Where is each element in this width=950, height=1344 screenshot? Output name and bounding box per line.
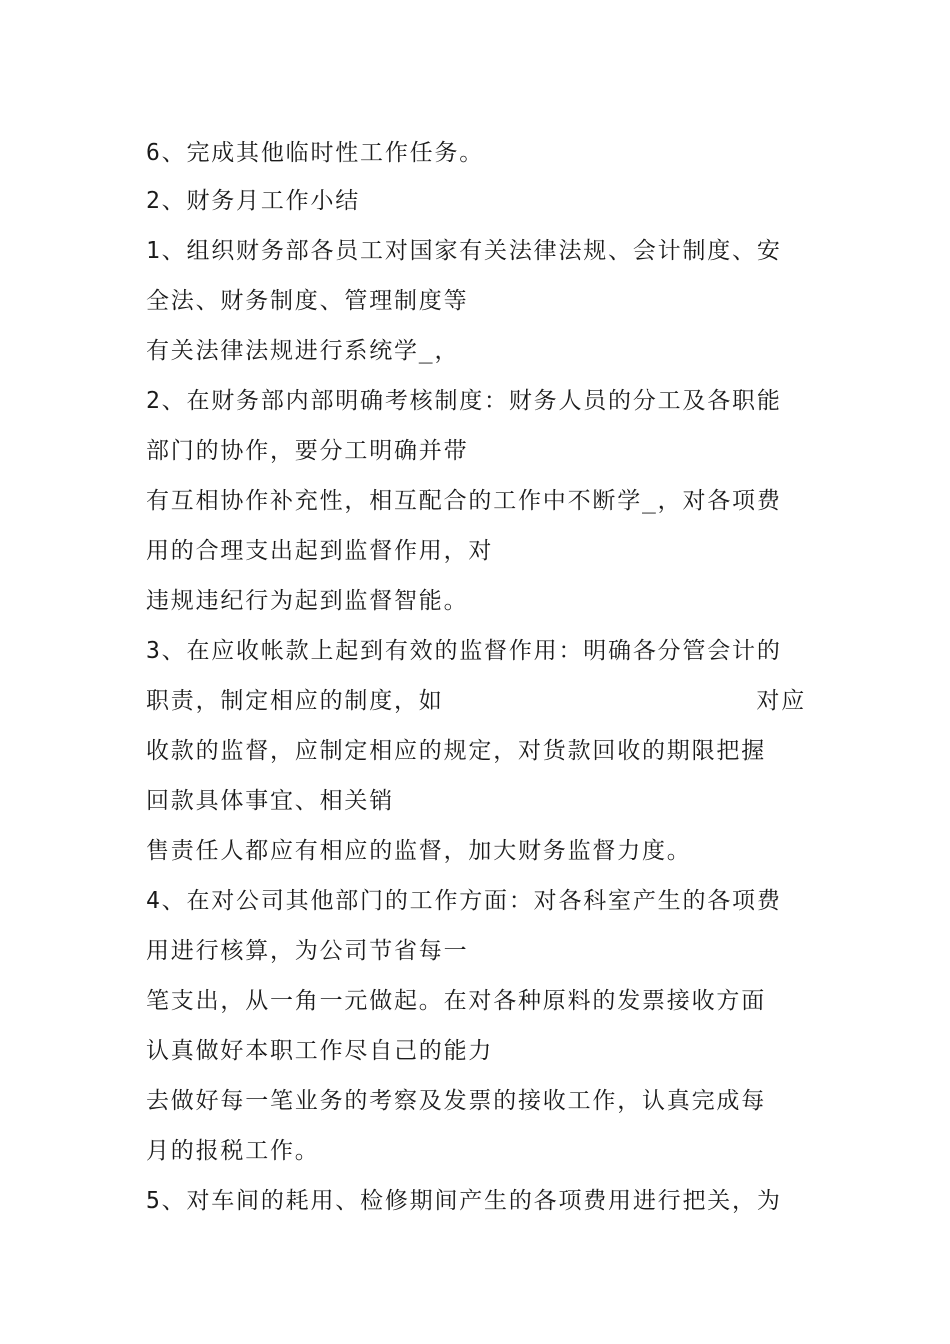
text-line: 违规违纪行为起到监督智能。	[146, 588, 469, 614]
text-line: 4、在对公司其他部门的工作方面：对各科室产生的各项费	[146, 888, 782, 914]
text-line: 1、组织财务部各员工对国家有关法律法规、会计制度、安	[146, 238, 782, 264]
text-line: 售责任人都应有相应的监督，加大财务监督力度。	[146, 838, 692, 864]
text-line-left: 职责，制定相应的制度，如	[146, 688, 444, 714]
text-line: 去做好每一笔业务的考察及发票的接收工作，认真完成每	[146, 1088, 766, 1114]
text-line: 5、对车间的耗用、检修期间产生的各项费用进行把关，为	[146, 1188, 782, 1214]
text-line-right: 对应	[756, 688, 806, 714]
text-line: 部门的协作，要分工明确并带	[146, 438, 469, 464]
text-line: 笔支出，从一角一元做起。在对各种原料的发票接收方面	[146, 988, 766, 1014]
text-line: 月的报税工作。	[146, 1138, 320, 1164]
text-line: 用进行核算，为公司节省每一	[146, 938, 469, 964]
text-line: 3、在应收帐款上起到有效的监督作用：明确各分管会计的	[146, 638, 782, 664]
text-line: 6、完成其他临时性工作任务。	[146, 140, 485, 166]
text-line: 用的合理支出起到监督作用，对	[146, 538, 494, 564]
text-line: 收款的监督，应制定相应的规定，对货款回收的期限把握	[146, 738, 766, 764]
text-line: 2、财务月工作小结	[146, 188, 361, 214]
text-line: 回款具体事宜、相关销	[146, 788, 394, 814]
text-line: 全法、财务制度、管理制度等	[146, 288, 469, 314]
text-line: 2、在财务部内部明确考核制度：财务人员的分工及各职能	[146, 388, 782, 414]
text-line: 有关法律法规进行系统学_，	[146, 338, 460, 364]
text-line: 认真做好本职工作尽自己的能力	[146, 1038, 494, 1064]
text-line: 有互相协作补充性，相互配合的工作中不断学_，对各项费	[146, 488, 782, 514]
text-line-split	[146, 687, 806, 715]
